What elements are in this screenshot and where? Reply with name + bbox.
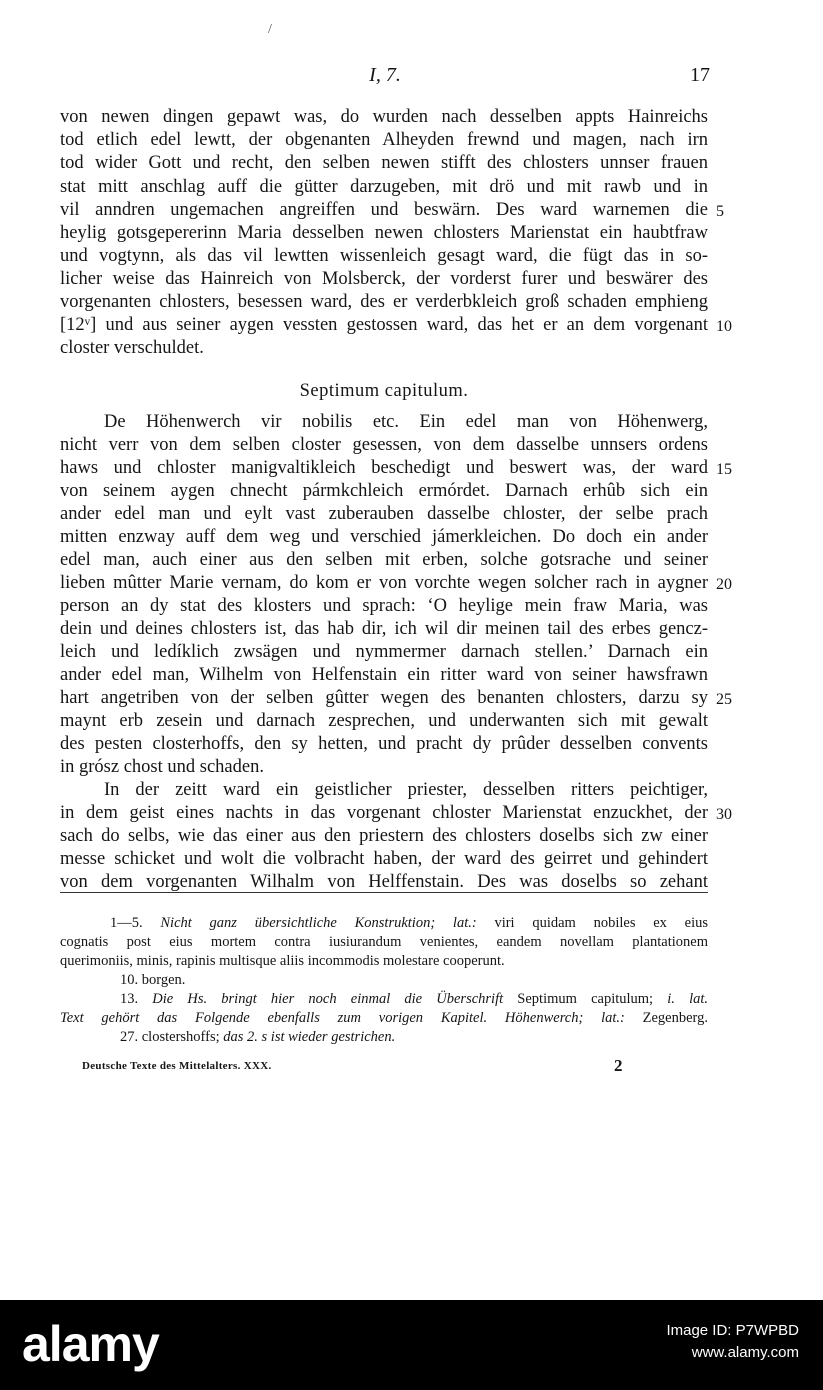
footnote-italic: das 2. s ist wieder gestrichen. [223,1029,396,1045]
line-number: 5 [716,203,724,220]
image-id: Image ID: P7WPBD [666,1322,799,1339]
text-line: De Höhenwerch vir nobilis etc. Ein edel man von Höhenwerg, [104,412,708,432]
footnote [120,990,708,1008]
alamy-logo: alamy [22,1316,159,1372]
text-line: von seinem aygen chnecht pármkchleich ermórdet. Darnach erhûb sich ein [60,481,708,501]
chapter-reference: I, 7. [369,64,401,86]
text-line: von newen dingen gepawt was, do wurden nach desselben appts Hainreichs [60,107,708,127]
text-line: lieben mûtter Marie vernam, do kom er von vorchte wegen solcher rach in aygner [60,573,708,593]
line-number: 15 [716,461,732,478]
text-line: In der zeitt ward ein geistlicher priester, desselben ritters peichtiger, [104,780,708,800]
page-number: 17 [690,64,710,86]
line-number: 20 [716,576,732,593]
text-line: vorgenanten chlosters, besessen ward, des er verderbkleich groß schaden emphieng [60,292,708,312]
footnote-italic: Nicht ganz übersichtliche Konstruktion; lat.: [160,915,477,931]
footnote [120,1028,708,1046]
watermark-banner [0,1300,823,1390]
text-line: ander edel man, Wilhelm von Helfenstain ein ritter ward von seiner hawsfrawn [60,665,708,685]
signature-mark: 2 [614,1056,623,1075]
text-line: haws und chloster manigvaltikleich beschedigt und beswert was, der ward [60,458,708,478]
text-line: heylig gotsgepererinn Maria desselben newen chlosters Marienstat ein haubtfraw [60,223,708,243]
text-line: person an dy stat des klosters und sprach: ‘O heylige mein fraw Maria, was [60,596,708,616]
text-line: in grósz chost und schaden. [60,757,264,777]
text-line: closter verschuldet. [60,338,204,358]
footnote-text: viri quidam nobiles ex eius [494,915,709,931]
line-number: 30 [716,806,732,823]
text-line: dein und deines chlosters ist, das hab dir, ich wil dir meinen tail des erbes gencz- [60,619,708,639]
text-line: edel man, auch einer aus den selben mit erben, solche gotsrache und seiner [60,550,708,570]
footnote-text: Septimum capitulum; [517,991,654,1007]
footnote-line: querimoniis, minis, rapinis multisque aliis incommodis molestare cooperunt. [60,953,505,969]
text-line: sach do selbs, wie das einer aus den priestern des chlosters doselbs sich zw einer [60,826,708,846]
text-line: tod etlich edel lewtt, der obgenanten Alheyden frewnd und magen, nach irn [60,130,708,150]
text-line: maynt erb zesein und darnach zesprechen, und underwanten sich mit gewalt [60,711,708,731]
text-line: leich und ledíklich zwsägen und nymmermer darnach stellen.’ Darnach ein [60,642,708,662]
text-line: des pesten closterhoffs, den sy hetten, und pracht dy prûder desselben convents [60,734,708,754]
line-number: 10 [716,318,732,335]
series-imprint: Deutsche Texte des Mittelalters. XXX. [82,1060,272,1072]
footnote-italic: Die Hs. bringt hier noch einmal die Überschrift [152,991,504,1007]
footnote-ref: 27. clostershoffs; [120,1029,220,1045]
text-line: ander edel man und eylt vast zuberauben dasselbe chloster, der selbe prach [60,504,708,524]
footnote-ref: 1—5. [110,915,143,931]
text-line: vil anndren ungemachen angreiffen und beswärn. Des ward warnemen die [60,200,708,220]
footnote-line [60,1009,708,1027]
chapter-heading: Septimum capitulum. [299,381,469,401]
text-line: messe schicket und wolt die volbracht haben, der ward des geirret und gehindert [60,849,708,869]
footnote [110,914,708,932]
footnote-text: Zegenberg. [642,1010,708,1026]
line-number: 25 [716,691,732,708]
text-line: hart angetriben von der selben gûtter wegen des benanten chlosters, darzu sy [60,688,708,708]
image-info [666,1320,799,1364]
text-line: stat mitt anschlag auff die gütter darzugeben, mit drö und mit rawb und in [60,177,708,197]
footnote-ref: 13. [120,991,139,1007]
site-url: www.alamy.com [691,1344,799,1361]
text-line: mitten enzway auff dem weg und verschied jámerkleichen. Do doch ein ander [60,527,708,547]
footnote-italic: Text gehört das Folgende ebenfalls zum vorigen Kapitel. Höhenwerch; lat.: [60,1010,625,1026]
text-line: und vogtynn, als das vil lewtten wissenleich gesagt ward, die fügt das in so- [60,246,708,266]
running-head [60,64,710,94]
text-line: tod wider Gott und recht, den selben newen stifft des chlosters unnser frauen [60,153,708,173]
text-line: licher weise das Hainreich von Molsberck, der vorderst furer und beswärer des [60,269,708,289]
footnote: 10. borgen. [120,972,186,988]
footnote-line: cognatis post eius mortem contra iusiurandum venientes, eandem novellam plantationem [60,934,708,950]
text-line: nicht verr von dem selben closter gesessen, von dem dasselbe unnsers ordens [60,435,708,455]
footnote-divider [60,892,708,893]
stray-mark: / [268,22,272,37]
text-line: in dem geist eines nachts in das vorgenant chloster Marienstat enzuckhet, der [60,803,708,823]
text-line: [12ᵛ] und aus seiner aygen vessten gestossen ward, das het er an dem vorgenant [60,315,708,335]
footnote-italic: i. lat. [667,991,709,1007]
text-line: von dem vorgenanten Wilhalm von Helffenstain. Des was doselbs so zehant [60,872,708,892]
